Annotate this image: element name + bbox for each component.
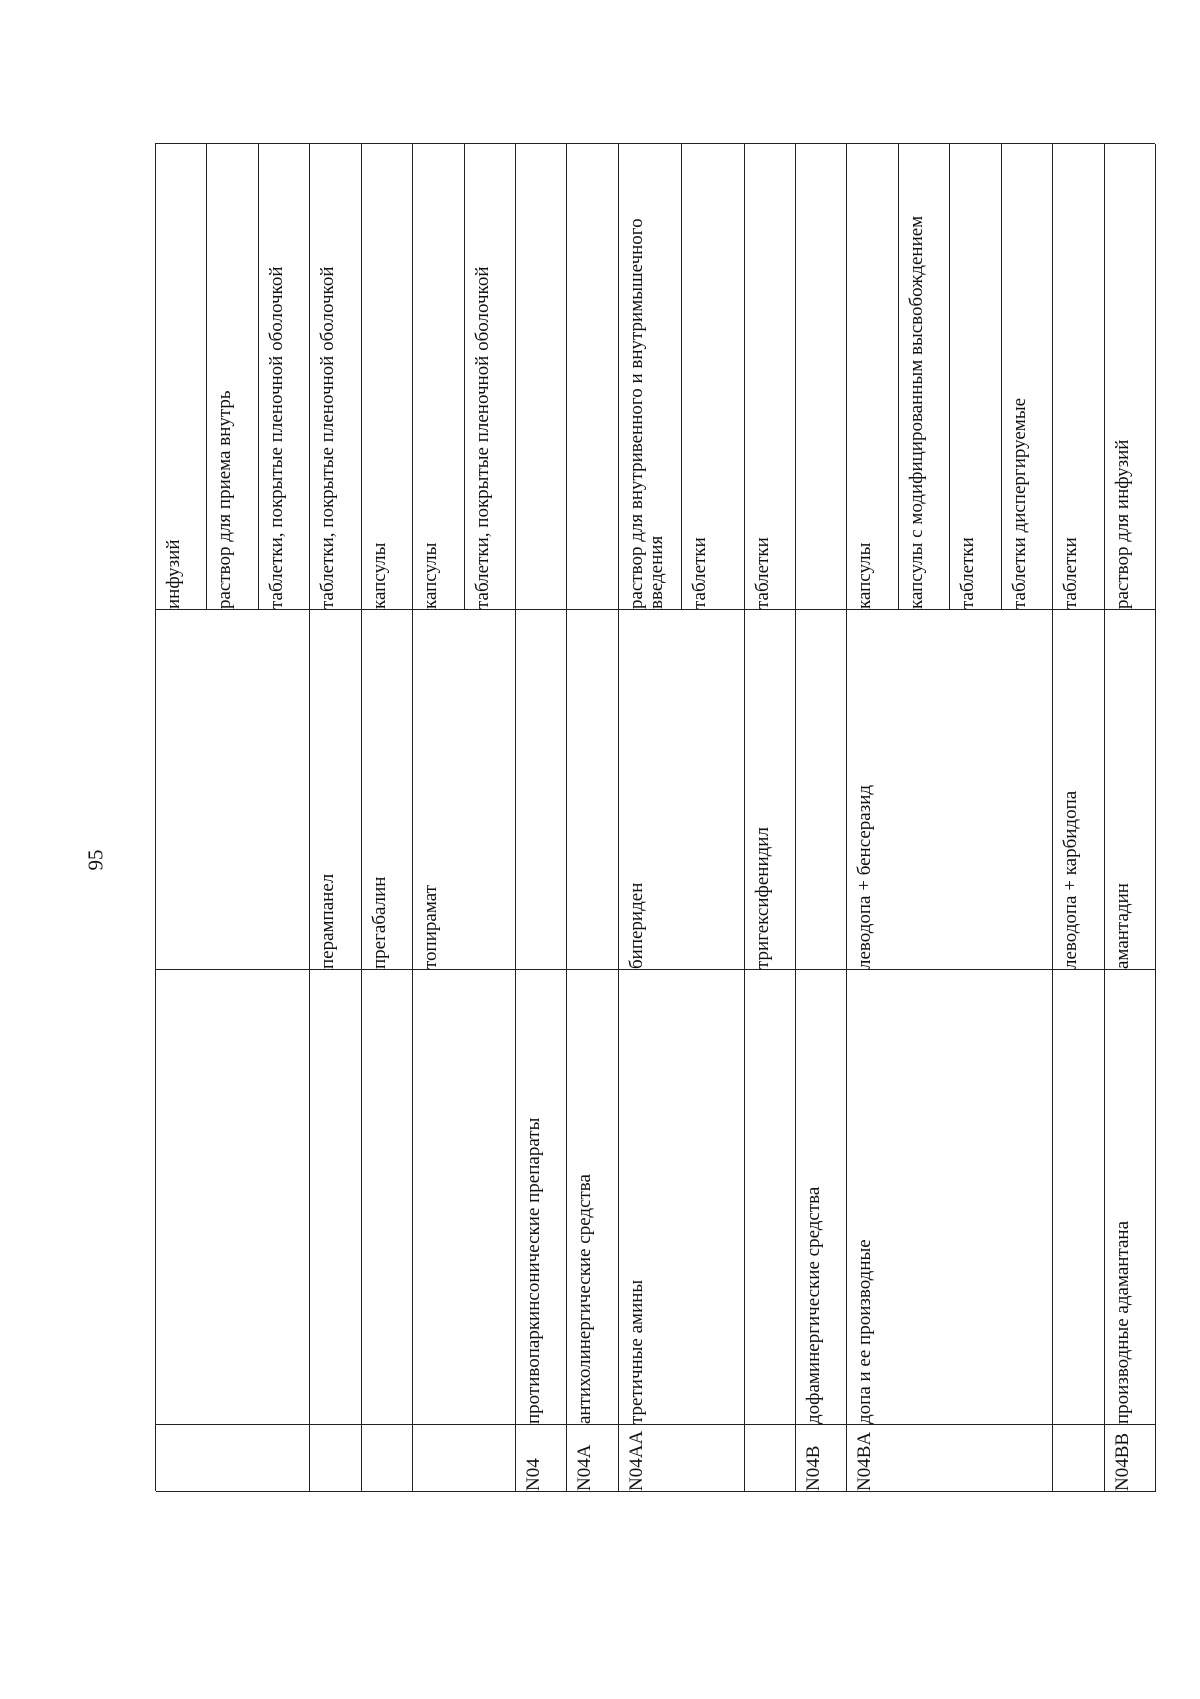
form-cell <box>1105 144 1156 610</box>
drug-cell <box>362 610 413 970</box>
cell-text: N04BB <box>1111 1432 1133 1491</box>
drug-cell <box>413 610 516 970</box>
cell-text: дофаминергические средства <box>803 1186 824 1424</box>
drug-cell <box>516 610 567 970</box>
form-cell <box>899 144 950 610</box>
group-cell <box>619 970 745 1425</box>
form-cell <box>465 144 516 610</box>
drug-cell <box>847 610 1053 970</box>
cell-text: прегабалин <box>368 876 390 969</box>
form-cell <box>310 144 361 610</box>
cell-text: N04A <box>574 1444 596 1491</box>
drug-cell <box>796 610 847 970</box>
cell-text: таблетки, покрытые пленочной оболочкой <box>471 266 493 609</box>
cell-text: леводопа + карбидопа <box>1060 790 1082 969</box>
group-cell <box>1105 970 1156 1425</box>
cell-text: N04AA <box>625 1430 647 1491</box>
cell-text: N04BA <box>854 1431 876 1491</box>
drug-cell <box>156 610 310 970</box>
cell-text: противопаркинсонические препараты <box>523 1117 544 1424</box>
code-cell <box>1053 1425 1104 1492</box>
group-cell <box>1053 970 1104 1425</box>
form-cell <box>796 144 847 610</box>
group-cell <box>516 970 567 1425</box>
code-cell <box>619 1425 745 1492</box>
cell-text: таблетки, покрытые пленочной оболочкой <box>265 266 287 609</box>
form-cell <box>362 144 413 610</box>
form-cell <box>1002 144 1053 610</box>
form-cell <box>682 144 745 610</box>
cell-text: N04B <box>803 1445 824 1491</box>
cell-text: раствор для приема внутрь <box>214 390 236 609</box>
form-cell <box>413 144 464 610</box>
cell-text: тригексифенидил <box>751 827 773 969</box>
cell-text: капсулы с модифицированным высвобождением <box>905 215 927 609</box>
cell-text: таблетки <box>957 537 979 609</box>
cell-text: раствор для инфузий <box>1111 439 1133 609</box>
code-cell <box>362 1425 413 1492</box>
drug-cell <box>567 610 618 970</box>
cell-text: таблетки <box>1060 537 1082 609</box>
code-cell <box>156 1425 310 1492</box>
group-cell <box>567 970 618 1425</box>
cell-text: N04 <box>523 1458 544 1491</box>
cell-text: таблетки <box>688 537 710 609</box>
cell-text: леводопа + бенсеразид <box>854 784 876 969</box>
drug-cell <box>310 610 361 970</box>
cell-text: топирамат <box>420 885 442 969</box>
code-cell <box>745 1425 796 1492</box>
cell-text: бипериден <box>625 882 647 969</box>
cell-text: таблетки <box>751 537 773 609</box>
cell-text: капсулы <box>854 542 876 609</box>
page-number: 95 <box>83 849 108 871</box>
form-cell <box>156 144 207 610</box>
form-cell <box>745 144 796 610</box>
drug-cell <box>1105 610 1156 970</box>
group-cell <box>745 970 796 1425</box>
cell-text: капсулы <box>368 542 390 609</box>
form-cell <box>259 144 310 610</box>
group-cell <box>156 970 310 1425</box>
code-cell <box>1105 1425 1156 1492</box>
group-cell <box>310 970 361 1425</box>
cell-text: раствор для внутривенного и внутримышечного введения <box>625 218 667 609</box>
form-cell <box>1053 144 1104 610</box>
form-cell <box>950 144 1001 610</box>
code-cell <box>413 1425 516 1492</box>
form-cell <box>516 144 567 610</box>
group-cell <box>362 970 413 1425</box>
form-cell <box>847 144 898 610</box>
drug-cell <box>619 610 745 970</box>
cell-text: антихолинергические средства <box>574 1174 596 1424</box>
cell-text: перампанел <box>317 873 339 969</box>
group-cell <box>796 970 847 1425</box>
cell-text: третичные амины <box>625 1279 647 1424</box>
group-cell <box>847 970 1053 1425</box>
cell-text: таблетки диспергируемые <box>1008 397 1030 609</box>
code-cell <box>516 1425 567 1492</box>
form-cell <box>619 144 682 610</box>
cell-text: допа и ее производные <box>854 1239 876 1424</box>
code-cell <box>847 1425 1053 1492</box>
cell-text: производные адамантана <box>1111 1220 1133 1424</box>
form-cell <box>567 144 618 610</box>
group-cell <box>413 970 516 1425</box>
code-cell <box>796 1425 847 1492</box>
code-cell <box>567 1425 618 1492</box>
drug-cell <box>1053 610 1104 970</box>
cell-text: инфузий <box>163 539 184 609</box>
cell-text: капсулы <box>420 542 442 609</box>
drug-cell <box>745 610 796 970</box>
drug-table <box>155 143 1155 1491</box>
code-cell <box>310 1425 361 1492</box>
form-cell <box>207 144 258 610</box>
cell-text: таблетки, покрытые пленочной оболочкой <box>317 266 339 609</box>
cell-text: амантадин <box>1111 883 1133 969</box>
